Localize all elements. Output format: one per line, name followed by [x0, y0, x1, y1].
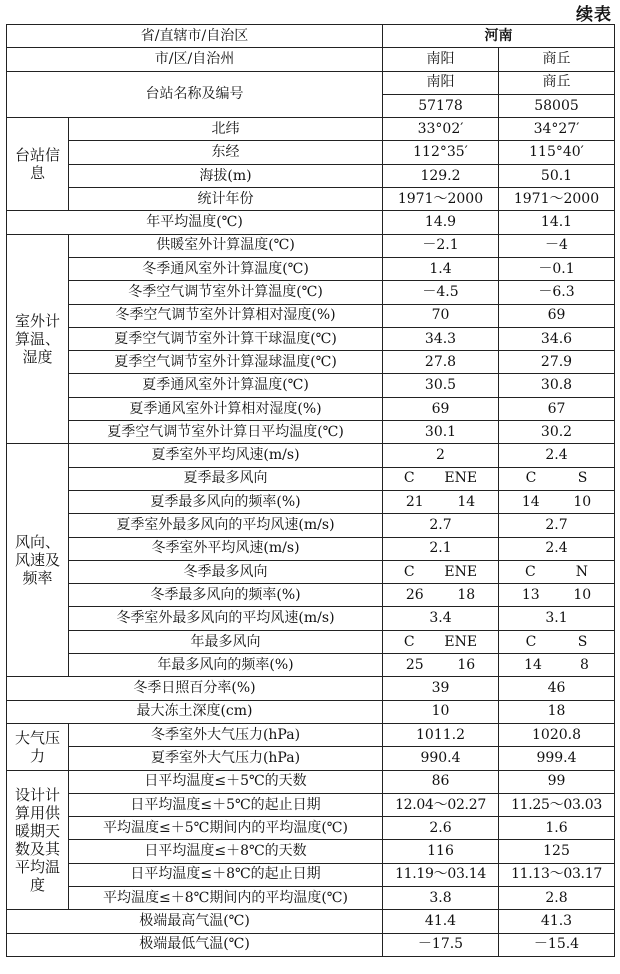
data-cell: 2.4: [499, 444, 615, 467]
table-row: [7, 421, 615, 444]
data-cell: [499, 490, 615, 513]
row-label: 平均温度≤＋8℃期间内的平均温度(℃): [69, 886, 383, 909]
value-pair: [385, 658, 496, 673]
data-cell: 34.6: [499, 327, 615, 350]
row-label: 极端最高气温(℃): [7, 910, 383, 933]
data-cell: 39: [383, 677, 499, 700]
data-cell: 99: [499, 770, 615, 793]
data-cell: 129.2: [383, 164, 499, 187]
data-cell: 2.6: [383, 817, 499, 840]
row-label: 年最多风向: [69, 630, 383, 653]
data-cell: 116: [383, 840, 499, 863]
table-row: [7, 118, 615, 141]
data-cell: 46: [499, 677, 615, 700]
data-cell: 999.4: [499, 747, 615, 770]
table-row: [7, 817, 615, 840]
table-row: [7, 654, 615, 677]
row-label: 冬季室外大气压力(hPa): [69, 723, 383, 746]
data-cell: 30.8: [499, 374, 615, 397]
value-part: 25: [405, 656, 424, 673]
table-row: [7, 933, 615, 956]
row-label: 夏季通风室外计算温度(℃): [69, 374, 383, 397]
data-cell: [383, 560, 499, 583]
row-label: 日平均温度≤＋8℃的起止日期: [69, 863, 383, 886]
group-wind: 风向、风速及频率: [7, 444, 69, 677]
value-pair: [501, 565, 612, 580]
station-id: 57178: [383, 94, 499, 117]
data-cell: 3.4: [383, 607, 499, 630]
data-cell: [383, 654, 499, 677]
table-row: [7, 490, 615, 513]
station-name: 商丘: [499, 71, 615, 94]
row-label: 日平均温度≤＋5℃的起止日期: [69, 793, 383, 816]
data-cell: 30.1: [383, 421, 499, 444]
table-row: [7, 397, 615, 420]
row-label: 冬季室外最多风向的平均风速(m/s): [69, 607, 383, 630]
data-cell: 30.2: [499, 421, 615, 444]
value-pair: [385, 565, 496, 580]
table-row: [7, 886, 615, 909]
row-label: 夏季空气调节室外计算干球温度(℃): [69, 327, 383, 350]
data-cell: 10: [383, 700, 499, 723]
row-label: 夏季最多风向: [69, 467, 383, 490]
value-part: 13: [521, 586, 540, 603]
data-cell: 27.9: [499, 351, 615, 374]
data-cell: 1971～2000: [499, 188, 615, 211]
table-row: [7, 630, 615, 653]
row-label: 海拔(m): [69, 164, 383, 187]
data-cell: 11.19～03.14: [383, 863, 499, 886]
data-cell: －6.3: [499, 281, 615, 304]
row-label: 夏季室外平均风速(m/s): [69, 444, 383, 467]
value-part: 26: [405, 586, 424, 603]
data-cell: 2.1: [383, 537, 499, 560]
table-row: [7, 188, 615, 211]
value-part: S: [577, 633, 588, 650]
value-part: C: [525, 470, 537, 487]
row-label: 冬季室外平均风速(m/s): [69, 537, 383, 560]
data-cell: 33°02′: [383, 118, 499, 141]
value-pair: [501, 658, 612, 673]
data-cell: 27.8: [383, 351, 499, 374]
row-label: 冬季空气调节室外计算相对湿度(%): [69, 304, 383, 327]
data-cell: [383, 490, 499, 513]
data-cell: [499, 654, 615, 677]
row-label: 冬季日照百分率(%): [7, 677, 383, 700]
city-label: 市/区/自治州: [7, 48, 383, 71]
data-cell: 41.4: [383, 910, 499, 933]
data-cell: －17.5: [383, 933, 499, 956]
province-label: 省/直辖市/自治区: [7, 25, 383, 48]
data-cell: [499, 467, 615, 490]
station-name: 南阳: [383, 71, 499, 94]
value-part: 16: [457, 656, 476, 673]
data-cell: 67: [499, 397, 615, 420]
row-label: 冬季最多风向的频率(%): [69, 584, 383, 607]
data-cell: 2.8: [499, 886, 615, 909]
table-row: [7, 840, 615, 863]
value-pair: [501, 471, 612, 486]
value-part: 10: [573, 586, 592, 603]
data-cell: 30.5: [383, 374, 499, 397]
table-row: [7, 514, 615, 537]
data-cell: [383, 584, 499, 607]
value-part: C: [403, 633, 415, 650]
table-row: [7, 467, 615, 490]
value-part: 14: [521, 493, 540, 510]
data-cell: 112°35′: [383, 141, 499, 164]
row-label: 夏季空气调节室外计算湿球温度(℃): [69, 351, 383, 374]
table-row: [7, 700, 615, 723]
table-row: [7, 234, 615, 257]
table-row: [7, 560, 615, 583]
data-cell: －0.1: [499, 257, 615, 280]
data-cell: 1020.8: [499, 723, 615, 746]
data-cell: 1011.2: [383, 723, 499, 746]
table-row: [7, 164, 615, 187]
city-row: [7, 48, 615, 71]
city-value: 商丘: [499, 48, 615, 71]
data-cell: 14.1: [499, 211, 615, 234]
row-label: 冬季空气调节室外计算温度(℃): [69, 281, 383, 304]
table-body: [7, 118, 615, 957]
row-label: 统计年份: [69, 188, 383, 211]
data-cell: [499, 560, 615, 583]
table-row: [7, 211, 615, 234]
value-part: N: [575, 563, 588, 580]
data-cell: 34°27′: [499, 118, 615, 141]
data-cell: 86: [383, 770, 499, 793]
row-label: 夏季室外最多风向的平均风速(m/s): [69, 514, 383, 537]
data-cell: [383, 630, 499, 653]
group-station-info: 台站信息: [7, 118, 69, 211]
value-part: 14: [524, 656, 542, 673]
station-id: 58005: [499, 94, 615, 117]
table-row: [7, 141, 615, 164]
data-cell: 1.6: [499, 817, 615, 840]
table-caption: 续表: [576, 5, 612, 25]
data-cell: [383, 467, 499, 490]
table-row: [7, 770, 615, 793]
data-cell: 990.4: [383, 747, 499, 770]
data-cell: 18: [499, 700, 615, 723]
row-label: 东经: [69, 141, 383, 164]
climate-table: [6, 24, 615, 957]
value-pair: [385, 495, 496, 510]
data-cell: 2.7: [383, 514, 499, 537]
data-cell: 14.9: [383, 211, 499, 234]
group-outdoor: 室外计算温、湿度: [7, 234, 69, 444]
group-pressure: 大气压力: [7, 723, 69, 770]
row-label: 冬季通风室外计算温度(℃): [69, 257, 383, 280]
row-label: 最大冻土深度(cm): [7, 700, 383, 723]
row-label: 年平均温度(℃): [7, 211, 383, 234]
data-cell: 2: [383, 444, 499, 467]
data-cell: 50.1: [499, 164, 615, 187]
table-row: [7, 747, 615, 770]
value-pair: [501, 588, 612, 603]
data-cell: [499, 630, 615, 653]
value-part: C: [525, 633, 537, 650]
table-row: [7, 863, 615, 886]
province-row: [7, 25, 615, 48]
row-label: 平均温度≤＋5℃期间内的平均温度(℃): [69, 817, 383, 840]
data-cell: 69: [383, 397, 499, 420]
data-cell: 1.4: [383, 257, 499, 280]
table-row: [7, 677, 615, 700]
table-row: [7, 910, 615, 933]
table-row: [7, 257, 615, 280]
data-cell: 1971～2000: [383, 188, 499, 211]
data-cell: 70: [383, 304, 499, 327]
row-label: 日平均温度≤＋5℃的天数: [69, 770, 383, 793]
data-cell: －2.1: [383, 234, 499, 257]
table-row: [7, 281, 615, 304]
data-cell: －4: [499, 234, 615, 257]
data-cell: 125: [499, 840, 615, 863]
province-value: 河南: [383, 25, 615, 48]
row-label: 夏季室外大气压力(hPa): [69, 747, 383, 770]
group-heating: 设计计算用供暖期天数及其平均温度: [7, 770, 69, 910]
data-cell: [499, 584, 615, 607]
data-cell: 11.13～03.17: [499, 863, 615, 886]
data-cell: 69: [499, 304, 615, 327]
value-part: ENE: [444, 633, 478, 650]
row-label: 冬季最多风向: [69, 560, 383, 583]
value-part: 21: [405, 493, 424, 510]
row-label: 北纬: [69, 118, 383, 141]
table-row: [7, 723, 615, 746]
value-part: ENE: [444, 470, 478, 487]
table-row: [7, 304, 615, 327]
value-pair: [385, 635, 496, 650]
table-row: [7, 444, 615, 467]
data-cell: 12.04～02.27: [383, 793, 499, 816]
table-row: [7, 327, 615, 350]
station-name-row: [7, 71, 615, 94]
value-part: 14: [457, 493, 476, 510]
table-row: [7, 584, 615, 607]
row-label: 极端最低气温(℃): [7, 933, 383, 956]
value-part: 8: [580, 656, 589, 673]
value-part: 10: [573, 493, 592, 510]
data-cell: 3.8: [383, 886, 499, 909]
data-cell: 41.3: [499, 910, 615, 933]
station-label: 台站名称及编号: [7, 71, 383, 118]
table-row: [7, 374, 615, 397]
row-label: 夏季空气调节室外计算日平均温度(℃): [69, 421, 383, 444]
value-part: 18: [457, 586, 476, 603]
data-cell: －4.5: [383, 281, 499, 304]
data-cell: 2.4: [499, 537, 615, 560]
value-pair: [501, 495, 612, 510]
table-row: [7, 537, 615, 560]
value-pair: [385, 588, 496, 603]
row-label: 年最多风向的频率(%): [69, 654, 383, 677]
value-pair: [385, 471, 496, 486]
value-part: C: [403, 563, 415, 580]
data-cell: －15.4: [499, 933, 615, 956]
row-label: 夏季最多风向的频率(%): [69, 490, 383, 513]
value-pair: [501, 635, 612, 650]
data-cell: 115°40′: [499, 141, 615, 164]
table-row: [7, 607, 615, 630]
table-row: [7, 351, 615, 374]
data-cell: 34.3: [383, 327, 499, 350]
row-label: 夏季通风室外计算相对湿度(%): [69, 397, 383, 420]
data-cell: 3.1: [499, 607, 615, 630]
value-part: C: [525, 563, 536, 580]
data-cell: 11.25～03.03: [499, 793, 615, 816]
city-value: 南阳: [383, 48, 499, 71]
data-cell: 2.7: [499, 514, 615, 537]
row-label: 日平均温度≤＋8℃的天数: [69, 840, 383, 863]
table-row: [7, 793, 615, 816]
value-part: S: [577, 470, 588, 487]
value-part: ENE: [444, 563, 478, 580]
value-part: C: [403, 470, 415, 487]
row-label: 供暖室外计算温度(℃): [69, 234, 383, 257]
